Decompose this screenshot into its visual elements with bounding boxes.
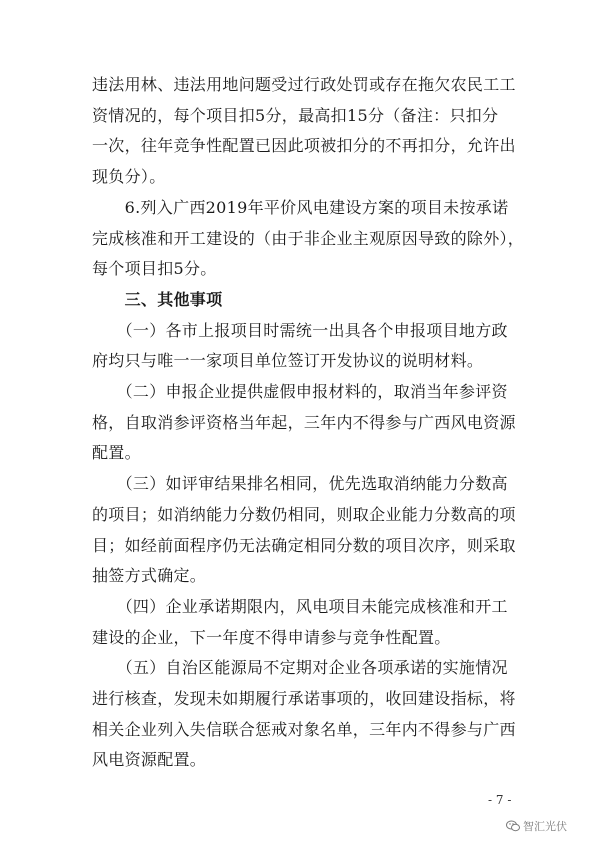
text-line: （二）申报企业提供虚假申报材料的，取消当年参评资: [92, 382, 508, 402]
text-line: 完成核准和开工建设的（由于非企业主观原因导致的除外），: [92, 228, 525, 248]
text-line: 配置。: [92, 443, 141, 463]
text-line: （三）如评审结果排名相同，优先选取消纳能力分数高: [92, 474, 508, 494]
text-line: 相关企业列入失信联合惩戒对象名单，三年内不得参与广西: [92, 719, 516, 739]
text-line: 每个项目扣5分。: [92, 259, 217, 279]
watermark-text: 智汇光伏: [523, 820, 567, 833]
text-line: （五）自治区能源局不定期对企业各项承诺的实施情况: [92, 658, 508, 678]
text-line: 格，自取消参评资格当年起，三年内不得参与广西风电资源: [92, 412, 516, 432]
text-line: 一次，往年竞争性配置已因此项被扣分的不再扣分，允许出: [92, 136, 516, 156]
text-line: 6.列入广西2019年平价风电建设方案的项目未按承诺: [92, 197, 509, 217]
section-heading: 三、其他事项: [92, 289, 223, 309]
wechat-icon: [506, 820, 520, 832]
text-line: （一）各市上报项目时需统一出具各个申报项目地方政: [92, 320, 508, 340]
document-body: [92, 70, 525, 776]
text-line: 风电资源配置。: [92, 750, 207, 770]
text-line: 目；如经前面程序仍无法确定相同分数的项目次序，则采取: [92, 535, 516, 555]
text-line: 的项目；如消纳能力分数仍相同，则取企业能力分数高的项: [92, 504, 516, 524]
text-line: 现负分）。: [92, 167, 166, 187]
text-line: 资情况的，每个项目扣5分，最高扣15分（备注：只扣分: [92, 105, 499, 125]
text-line: （四）企业承诺期限内，风电项目未能完成核准和开工: [92, 596, 508, 616]
text-line: 府均只与唯一一家项目单位签订开发协议的说明材料。: [92, 351, 484, 371]
text-line: 违法用林、违法用地问题受过行政处罚或存在拖欠农民工工: [92, 75, 516, 94]
page-number: - 7 -: [488, 793, 512, 807]
watermark: [506, 818, 567, 834]
text-line: 抽签方式确定。: [92, 566, 207, 586]
text-line: 建设的企业，下一年度不得申请参与竞争性配置。: [92, 627, 451, 647]
text-line: 进行核查，发现未如期履行承诺事项的，收回建设指标，将: [92, 689, 516, 709]
